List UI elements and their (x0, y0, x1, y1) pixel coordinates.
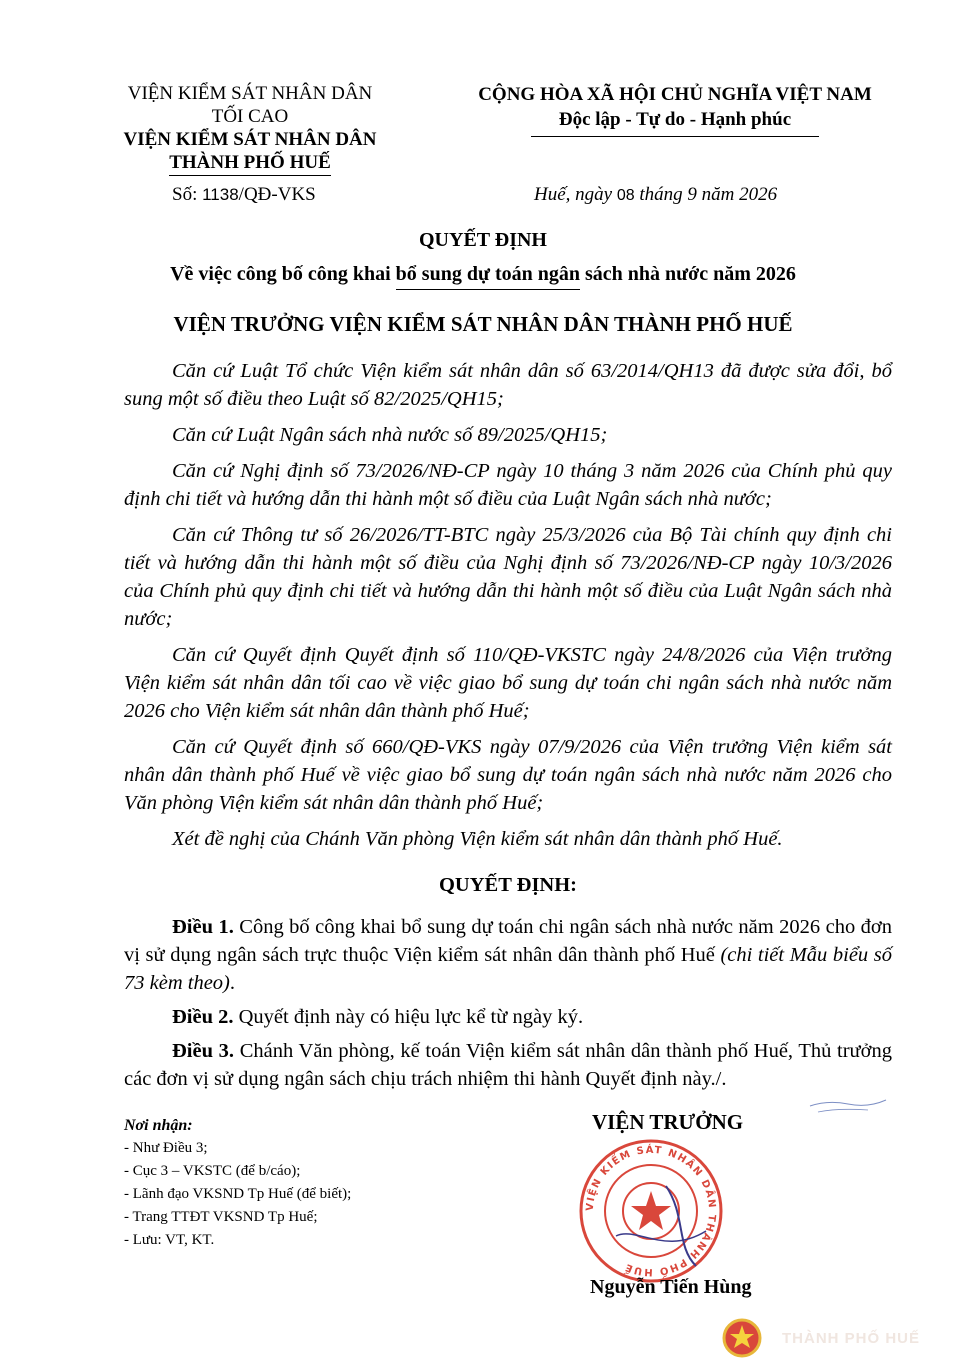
national-header (465, 82, 885, 137)
document-number: Số: 1138/QĐ-VKS (172, 184, 316, 205)
document-body (124, 357, 892, 1093)
watermark: THÀNH PHỐ HUẾ (782, 1330, 921, 1347)
legal-basis: Căn cứ Thông tư số 26/2026/TT-BTC ngày 25/3/2026 của Bộ Tài chính quy định chi tiết và hướng dẫn thi hành một số điều của Nghị định số 73/2026/NĐ-CP ngày 10/3/2026 của Chính phủ quy định chi tiết và hướng dẫn thi hành một số điều của Luật Ngân sách nhà nước; (124, 524, 892, 630)
motto: Độc lập - Tự do - Hạnh phúc (531, 107, 819, 137)
svg-text:VIỆN KIỂM SÁT NHÂN DÂN THÀNH P: VIỆN KIỂM SÁT NHÂN DÂN THÀNH PHỐ HUẾ (584, 1144, 718, 1278)
decision-heading: QUYẾT ĐỊNH: (438, 874, 577, 896)
legal-basis: Căn cứ Luật Ngân sách nhà nước số 89/2025/QH15; (172, 424, 608, 446)
recipient-item: - Lãnh đạo VKSND Tp Huế (để biết); (124, 1186, 352, 1202)
document-subject: Về việc công bố công khai bổ sung dự toán ngân sách nhà nước năm 2026 (0, 263, 966, 286)
legal-basis: Căn cứ Luật Tổ chức Viện kiểm sát nhân dân số 63/2014/QH13 đã được sửa đổi, bổ sung một số điều theo Luật số 82/2025/QH15; (124, 360, 892, 410)
legal-basis: Xét đề nghị của Chánh Văn phòng Viện kiểm sát nhân dân thành phố Huế. (172, 828, 783, 850)
recipients-heading: Nơi nhận: (124, 1117, 193, 1134)
recipient-item: - Như Điều 3; (124, 1140, 208, 1156)
national-emblem-icon (722, 1318, 762, 1358)
article-1: Điều 1. Công bố công khai bổ sung dự toán chi ngân sách nhà nước năm 2026 cho đơn vị sử dụng ngân sách trực thuộc Viện kiểm sát nhân dân thành phố Huế (chi tiết Mẫu biểu số 73 kèm theo). (124, 916, 893, 994)
article-3: Điều 3. Chánh Văn phòng, kế toán Viện kiểm sát nhân dân thành phố Huế, Thủ trưởng các đơn vị sử dụng ngân sách chịu trách nhiệm thi hành Quyết định này./. (124, 1040, 893, 1090)
document-title: QUYẾT ĐỊNH (419, 229, 547, 251)
legal-basis: Căn cứ Nghị định số 73/2026/NĐ-CP ngày 10 tháng 3 năm 2026 của Chính phủ quy định chi tiết và hướng dẫn thi hành một số điều của Luật Ngân sách nhà nước; (124, 460, 892, 510)
signer-name: Nguyễn Tiến Hùng (590, 1276, 752, 1298)
issuing-authority: VIỆN TRƯỞNG VIỆN KIỂM SÁT NHÂN DÂN THÀNH PHỐ HUẾ (173, 312, 793, 336)
agency-line-1: VIỆN KIỂM SÁT NHÂN DÂN (127, 83, 373, 104)
recipients (124, 1114, 351, 1252)
recipient-item: - Cục 3 – VKSTC (để b/cáo); (124, 1163, 301, 1179)
agency-line-3: VIỆN KIỂM SÁT NHÂN DÂN (123, 129, 377, 150)
agency-line-2: TỐI CAO (211, 106, 289, 127)
issue-date: Huế, ngày 08 tháng 9 năm 2026 (534, 184, 778, 205)
signer-position: VIỆN TRƯỞNG (592, 1110, 744, 1134)
recipient-item: - Trang TTĐT VKSND Tp Huế; (124, 1209, 318, 1225)
handwritten-mark (808, 1088, 888, 1118)
number-value: 1138 (202, 185, 239, 204)
nation-name: CỘNG HÒA XÃ HỘI CHỦ NGHĨA VIỆT NAM (478, 84, 872, 105)
issuing-agency (100, 82, 400, 176)
legal-basis: Căn cứ Quyết định Quyết định số 110/QĐ-VKSTC ngày 24/8/2026 của Viện trưởng Viện kiểm sát nhân dân tối cao về việc giao bổ sung dự toán chi ngân sách nhà nước năm 2026 cho Viện kiểm sát nhân dân thành phố Huế; (124, 644, 892, 722)
article-2: Điều 2. Quyết định này có hiệu lực kể từ ngày ký. (172, 1006, 584, 1028)
official-seal-icon (576, 1136, 726, 1286)
recipient-item: - Lưu: VT, KT. (124, 1232, 215, 1248)
legal-basis: Căn cứ Quyết định số 660/QĐ-VKS ngày 07/9/2026 của Viện trưởng Viện kiểm sát nhân dân thành phố Huế về việc giao bổ sung dự toán ngân sách nhà nước năm 2026 cho Văn phòng Viện kiểm sát nhân dân thành phố Huế; (124, 736, 892, 814)
agency-line-4: THÀNH PHỐ HUẾ (169, 151, 331, 176)
